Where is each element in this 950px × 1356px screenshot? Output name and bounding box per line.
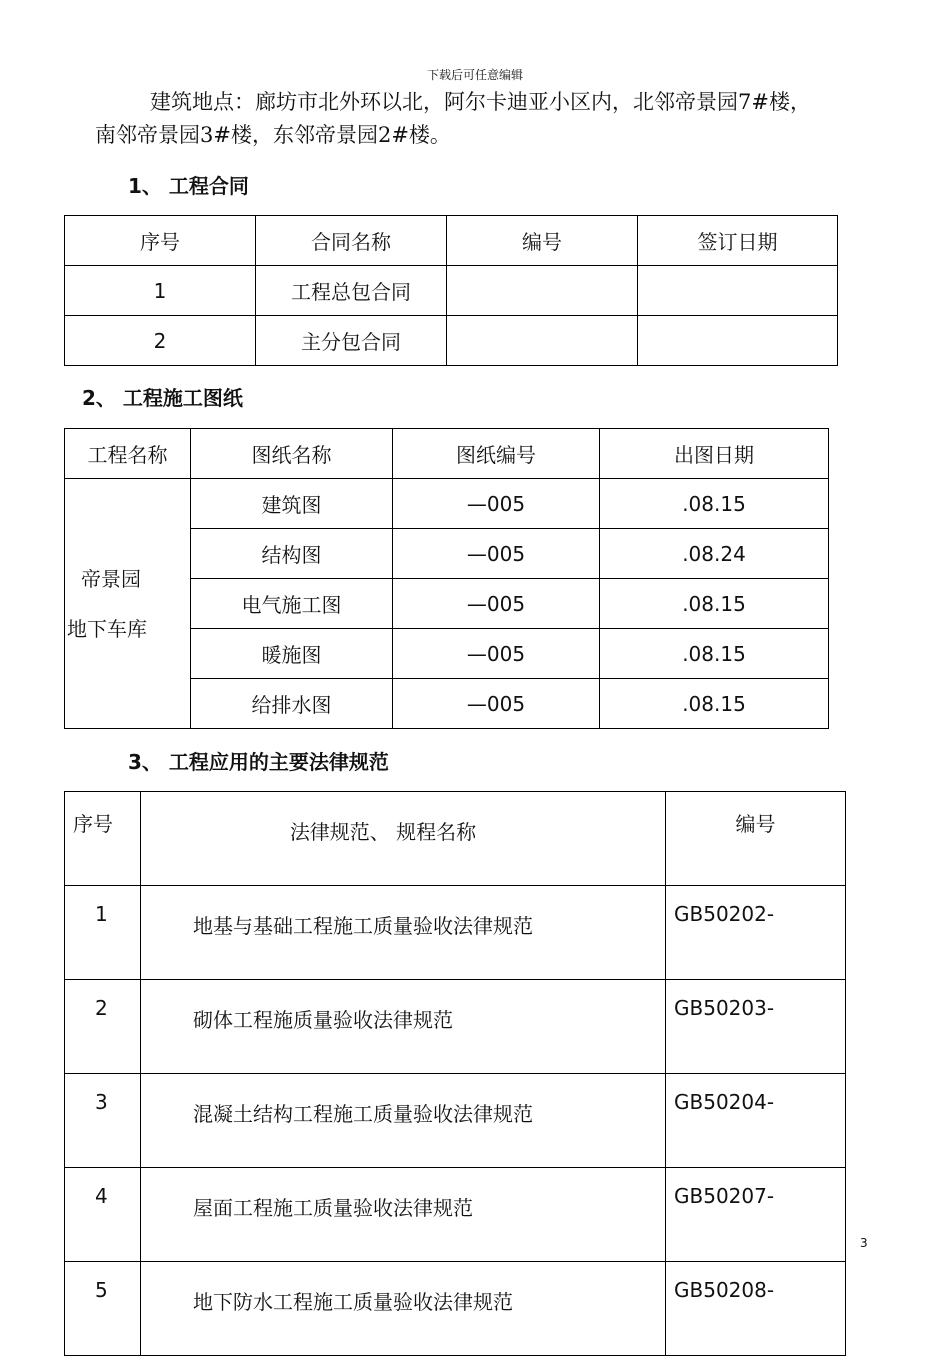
row-number: 4 [65, 1168, 141, 1262]
section1-heading: 1、 工程合同 [128, 174, 249, 198]
page-number: 3 [860, 1236, 868, 1250]
drawing-code: —005 [393, 579, 600, 629]
location-line-1: 建筑地点：廊坊市北外环以北，阿尔卡迪亚小区内，北邻帝景园7#楼， [150, 90, 811, 114]
drawing-date: .08.15 [600, 679, 829, 729]
contract-name: 工程总包合同 [256, 266, 447, 316]
drawing-name: 建筑图 [191, 479, 393, 529]
drawing-code: —005 [393, 529, 600, 579]
table-header-row [65, 792, 846, 886]
header-cell: 合同名称 [256, 216, 447, 266]
row-number: 1 [65, 886, 141, 980]
regulations-table [64, 791, 846, 1356]
section2-heading: 2、 工程施工图纸 [82, 386, 243, 410]
table-row [65, 1262, 846, 1356]
drawing-name: 暖施图 [191, 629, 393, 679]
row-number: 2 [65, 316, 256, 366]
regulation-code: GB50208- [666, 1262, 846, 1356]
drawing-name: 结构图 [191, 529, 393, 579]
contract-code [447, 316, 638, 366]
header-cell: 序号 [65, 792, 141, 886]
regulation-name: 砌体工程施质量验收法律规范 [141, 980, 666, 1074]
drawing-name: 给排水图 [191, 679, 393, 729]
table-row [65, 886, 846, 980]
header-cell: 编号 [666, 792, 846, 886]
regulation-name: 地下防水工程施工质量验收法律规范 [141, 1262, 666, 1356]
regulation-code: GB50204- [666, 1074, 846, 1168]
header-note: 下载后可任意编辑 [426, 68, 523, 82]
regulation-name: 屋面工程施工质量验收法律规范 [141, 1168, 666, 1262]
header-cell: 序号 [65, 216, 256, 266]
drawing-date: .08.15 [600, 579, 829, 629]
header-cell: 编号 [447, 216, 638, 266]
regulation-code: GB50207- [666, 1168, 846, 1262]
location-paragraph [95, 86, 895, 152]
header-cell: 图纸名称 [191, 429, 393, 479]
contract-table [64, 215, 838, 366]
drawings-table [64, 428, 829, 729]
drawing-name: 电气施工图 [191, 579, 393, 629]
drawing-date: .08.15 [600, 479, 829, 529]
regulation-code: GB50202- [666, 886, 846, 980]
row-number: 2 [65, 980, 141, 1074]
sign-date [638, 316, 838, 366]
regulation-name: 混凝土结构工程施工质量验收法律规范 [141, 1074, 666, 1168]
header-cell: 图纸编号 [393, 429, 600, 479]
project-name-line-1: 帝景园 [81, 566, 141, 591]
table-row [65, 1168, 846, 1262]
drawing-code: —005 [393, 629, 600, 679]
contract-code [447, 266, 638, 316]
row-number: 3 [65, 1074, 141, 1168]
table-row [65, 316, 838, 366]
header-cell: 出图日期 [600, 429, 829, 479]
table-header-row [65, 429, 829, 479]
table-row [65, 479, 829, 529]
drawing-date: .08.15 [600, 629, 829, 679]
header-cell: 工程名称 [65, 429, 191, 479]
table-header-row [65, 216, 838, 266]
drawing-date: .08.24 [600, 529, 829, 579]
sign-date [638, 266, 838, 316]
location-line-2: 南邻帝景园3#楼，东邻帝景园2#楼。 [95, 123, 451, 147]
contract-name: 主分包合同 [256, 316, 447, 366]
project-name-line-2: 地下车库 [67, 616, 147, 641]
row-number: 1 [65, 266, 256, 316]
header-cell: 签订日期 [638, 216, 838, 266]
project-name-cell [65, 479, 191, 729]
drawing-code: —005 [393, 679, 600, 729]
table-row [65, 980, 846, 1074]
row-number: 5 [65, 1262, 141, 1356]
regulation-name: 地基与基础工程施工质量验收法律规范 [141, 886, 666, 980]
drawing-code: —005 [393, 479, 600, 529]
header-cell: 法律规范、 规程名称 [141, 792, 666, 886]
table-row [65, 266, 838, 316]
section3-heading: 3、 工程应用的主要法律规范 [128, 750, 389, 774]
table-row [65, 1074, 846, 1168]
regulation-code: GB50203- [666, 980, 846, 1074]
